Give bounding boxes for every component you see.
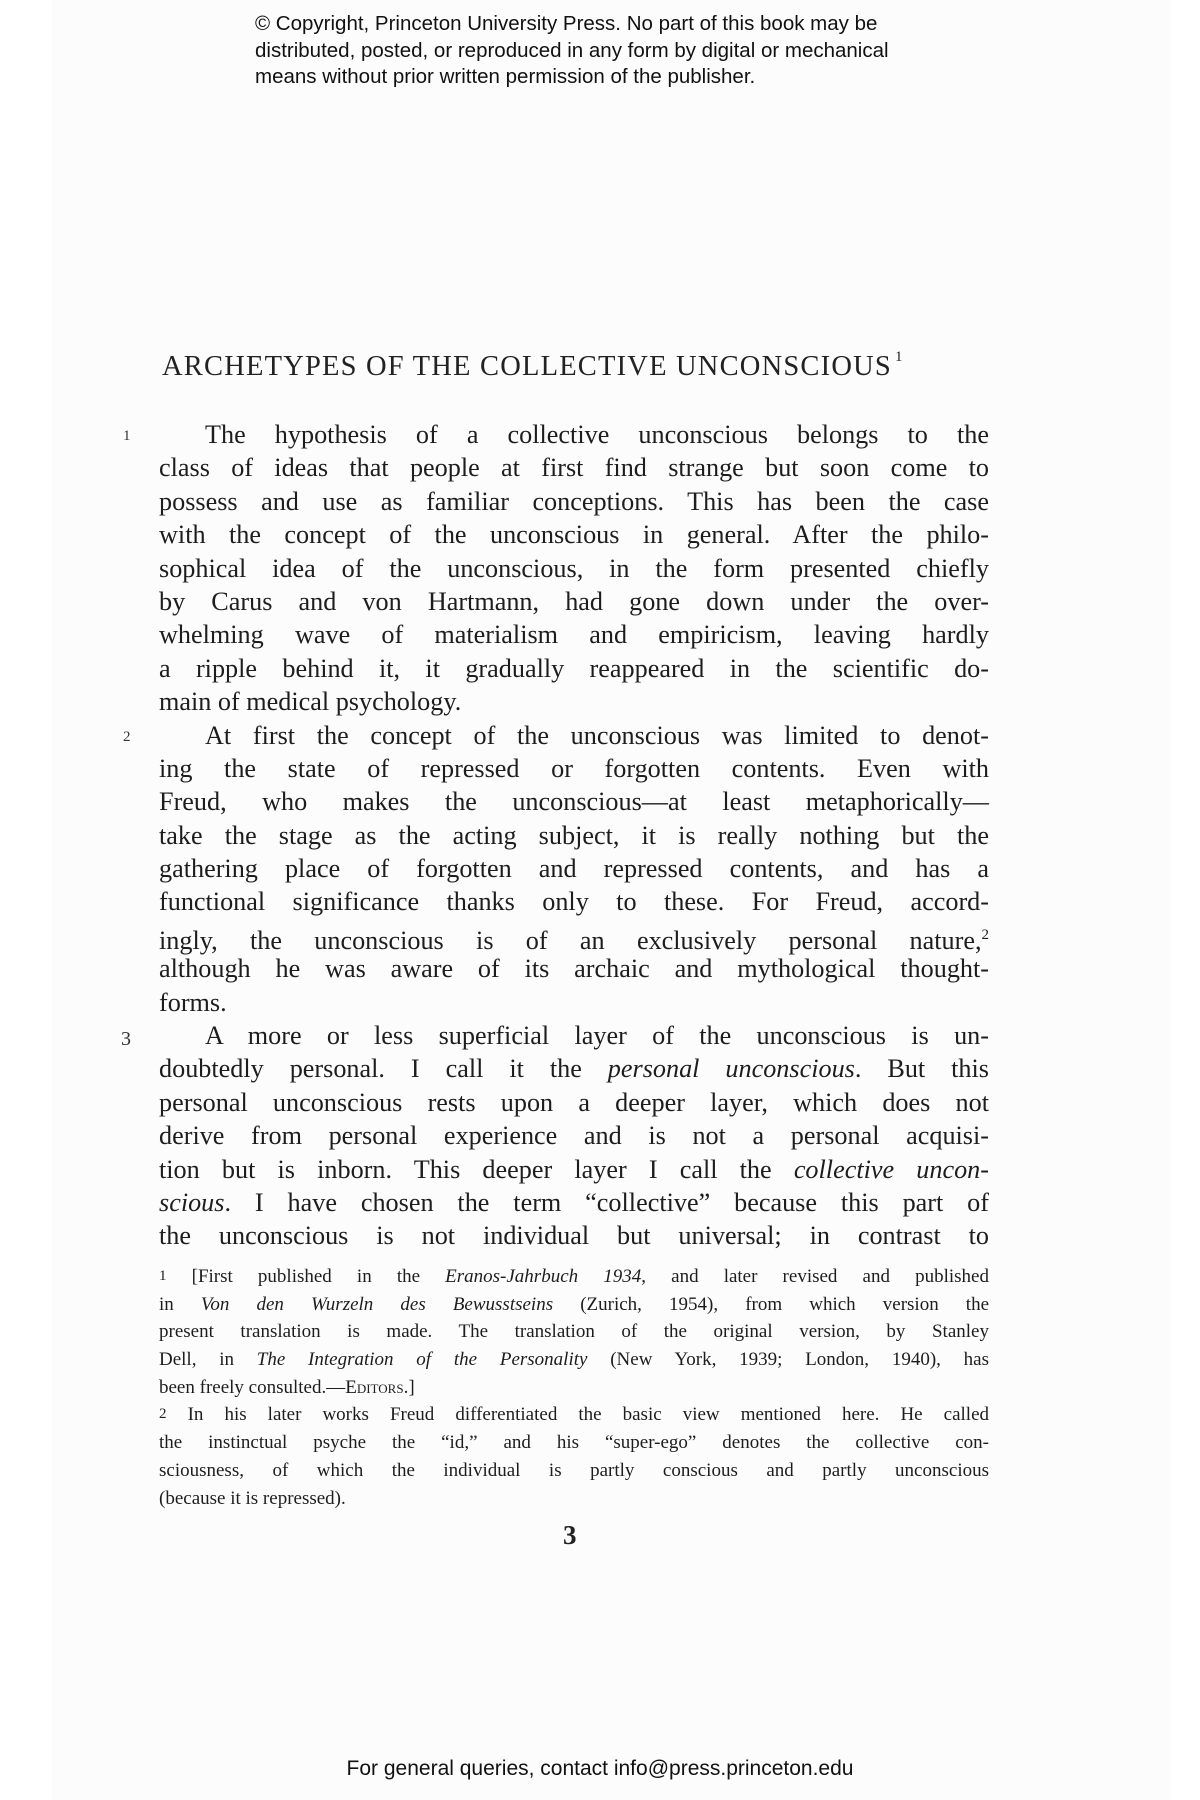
footnote-line: the instinctual psyche the “id,” and his “super-ego” denotes the collective con- <box>159 1432 989 1454</box>
text-line: possess and use as familiar conceptions. This has been the case <box>159 486 989 516</box>
copyright-notice <box>255 11 1015 91</box>
text-run: (New York, 1939; London, 1940), has <box>587 1349 989 1371</box>
text-run: In his later works Freud differentiated the basic view mentioned here. He called <box>187 1404 990 1426</box>
text-line: The hypothesis of a collective unconscious belongs to the <box>205 420 989 449</box>
cited-title: Eranos-Jahrbuch 1934 <box>445 1266 642 1287</box>
cited-title: The Integration of the Personality <box>256 1349 588 1371</box>
text-line: Freud, who makes the unconscious—at least metaphorically— <box>159 787 989 817</box>
footnotes <box>159 1263 989 1512</box>
copyright-line: means without prior written permission of the publisher. <box>255 65 756 88</box>
text-run: in <box>159 1293 201 1315</box>
footnote-number: 1 <box>159 1268 167 1284</box>
text-run: been freely consulted.— <box>159 1376 346 1398</box>
text-line: although he was aware of its archaic and mythological thought- <box>159 954 989 984</box>
footnote-line <box>159 1374 989 1402</box>
emphasis-term: scious <box>159 1187 225 1217</box>
text-run: Dell, in <box>159 1349 257 1371</box>
text-line: ing the state of repressed or forgotten contents. Even with <box>159 753 989 783</box>
text-run: . I have chosen the term “collective” because this part of <box>224 1187 989 1217</box>
paragraph <box>123 719 989 1020</box>
footnote-line <box>159 1401 989 1429</box>
text-line: A more or less superficial layer of the unconscious is un- <box>205 1021 989 1051</box>
footnote-line <box>159 1346 989 1374</box>
text-line: sophical idea of the unconscious, in the form presented chiefly <box>159 553 989 583</box>
footer-contact: For general queries, contact info@press.princeton.edu <box>346 1757 854 1780</box>
body-text <box>121 418 989 1253</box>
paragraph-number: 2 <box>123 728 131 745</box>
text-run: , and later revised and published <box>641 1266 989 1287</box>
text-line: whelming wave of materialism and empiricism, leaving hardly <box>159 620 989 650</box>
editors-credit: Editors <box>345 1376 404 1398</box>
copyright-line: distributed, posted, or reproduced in any form by digital or mechanical <box>255 38 889 62</box>
title-footnote-ref: 1 <box>894 349 904 365</box>
paragraph-number: 3 <box>121 1028 131 1051</box>
footnote-line: sciousness, of which the individual is partly conscious and partly unconscious <box>159 1459 989 1481</box>
text-line <box>159 1186 989 1219</box>
paragraph <box>121 1019 989 1253</box>
text-line <box>159 919 989 955</box>
text-line: forms. <box>159 987 227 1017</box>
paragraph <box>123 418 989 719</box>
text-run: ingly, the unconscious is of an exclusively personal nature, <box>159 925 982 955</box>
text-run: (Zurich, 1954), from which version the <box>553 1293 990 1315</box>
text-line: gathering place of forgotten and repressed contents, and has a <box>159 854 989 884</box>
text-line: with the concept of the unconscious in general. After the philo- <box>159 520 989 550</box>
footnote-line: present translation is made. The translation of the original version, by Stanley <box>159 1321 989 1343</box>
cited-title: Von den Wurzeln des Bewusstseins <box>200 1293 554 1315</box>
emphasis-term: personal unconscious <box>607 1054 855 1084</box>
text-line: personal unconscious rests upon a deeper layer, which does not <box>159 1087 989 1117</box>
page-number: 3 <box>563 1520 577 1550</box>
text-run: . But this <box>854 1054 989 1084</box>
text-run: .] <box>403 1376 415 1398</box>
text-line: by Carus and von Hartmann, had gone down under the over- <box>159 586 989 616</box>
text-line <box>159 1153 989 1186</box>
text-line <box>159 1052 989 1085</box>
paragraph-number: 1 <box>123 428 131 444</box>
text-run: tion but is inborn. This deeper layer I call the <box>159 1154 794 1184</box>
chapter-title <box>162 349 904 383</box>
text-line: the unconscious is not individual but universal; in contrast to <box>159 1221 989 1251</box>
footnote-line: (because it is repressed). <box>159 1487 346 1509</box>
footnote-line <box>159 1263 989 1291</box>
text-line: class of ideas that people at first find strange but soon come to <box>159 453 989 483</box>
chapter-title-text: ARCHETYPES OF THE COLLECTIVE UNCONSCIOUS <box>162 351 892 382</box>
footnote-number: 2 <box>159 1406 167 1423</box>
text-line: a ripple behind it, it gradually reappeared in the scientific do- <box>159 653 989 683</box>
emphasis-term: collective uncon- <box>793 1154 989 1184</box>
footnote-line <box>159 1291 989 1319</box>
text-line: At first the concept of the unconscious was limited to denot- <box>205 720 989 750</box>
text-run: doubtedly personal. I call it the <box>159 1054 608 1084</box>
footnote-ref: 2 <box>981 926 989 943</box>
text-line: derive from personal experience and is not a personal acquisi- <box>159 1121 989 1151</box>
text-run: [First published in the <box>191 1266 446 1287</box>
text-line: take the stage as the acting subject, it is really nothing but the <box>159 820 989 850</box>
text-line: functional significance thanks only to these. For Freud, accord- <box>159 887 989 917</box>
copyright-line: © Copyright, Princeton University Press. No part of this book may be <box>255 12 878 35</box>
text-line: main of medical psychology. <box>159 687 462 717</box>
